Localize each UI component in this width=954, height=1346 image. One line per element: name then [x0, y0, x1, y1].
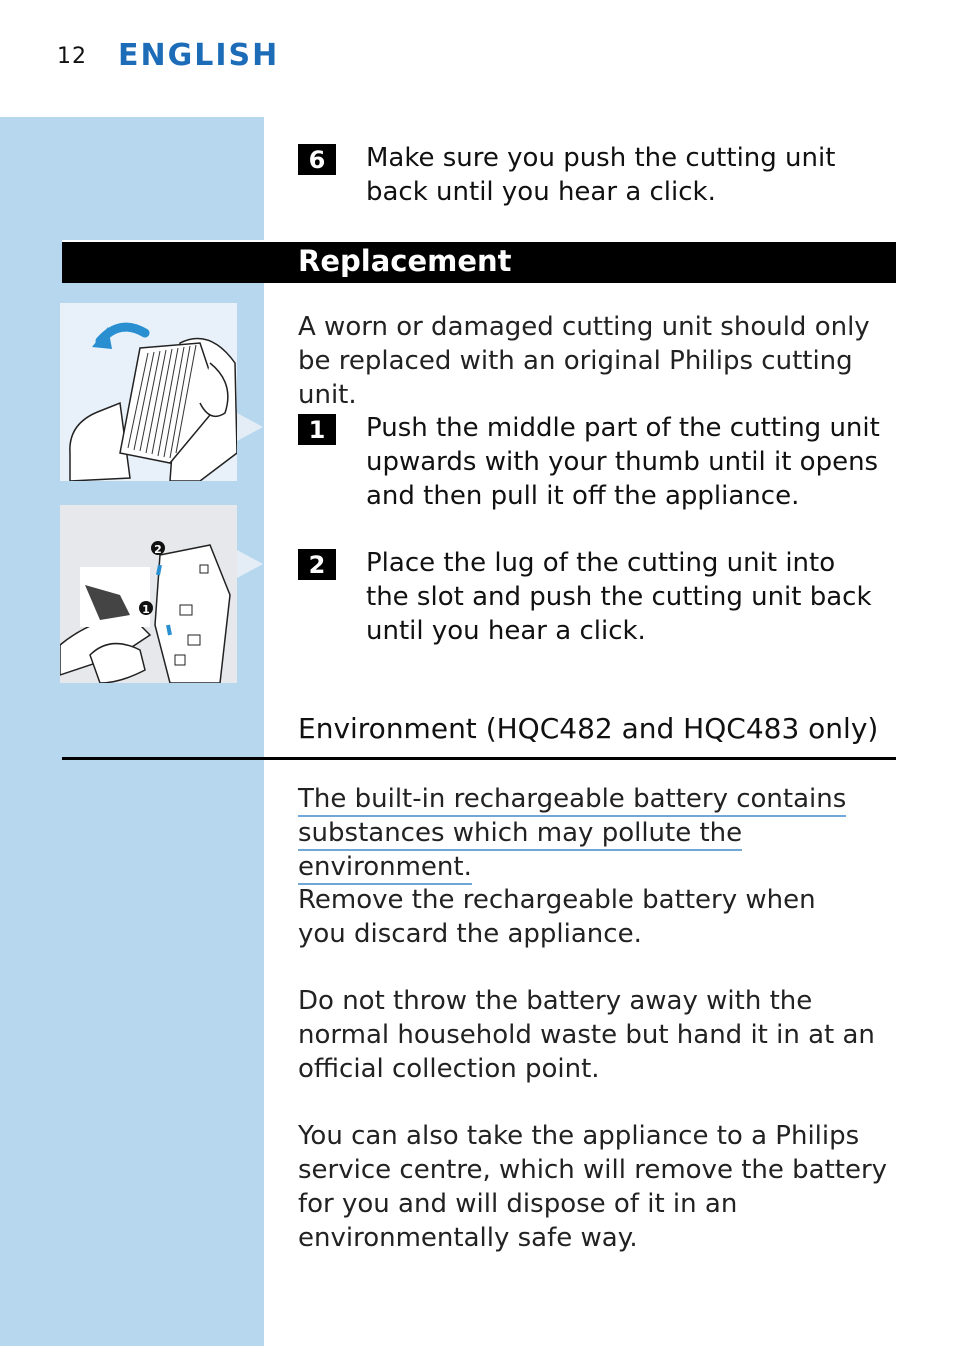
illustration-open-cutting-unit: [60, 303, 237, 481]
attach-illustration-icon: [60, 505, 237, 683]
step-text: Make sure you push the cutting unit back until you hear a click.: [366, 143, 836, 207]
step-text: Place the lug of the cutting unit into the slot and push the cutting unit back until you hear a click.: [366, 548, 872, 646]
replacement-step-2: [298, 548, 872, 646]
environment-paragraph: You can also take the appliance to a Philips service centre, which will remove the battery for you and will dispose of it in an environmentally safe way.: [298, 1121, 888, 1253]
step-number-badge: 6: [298, 144, 336, 175]
environment-paragraph: Remove the rechargeable battery when you discard the appliance.: [298, 885, 816, 949]
illustration-pointer: [237, 550, 263, 578]
section-bar-replacement: [62, 240, 896, 283]
environment-warning: [298, 782, 898, 884]
illustration-label-1: 1: [142, 603, 150, 616]
step-number-badge: 1: [298, 414, 336, 445]
language-heading: ENGLISH: [118, 38, 280, 73]
section-divider: [62, 757, 896, 760]
step-text: Push the middle part of the cutting unit upwards with your thumb until it opens and then pull it off the appliance.: [366, 413, 880, 511]
step-6: [298, 143, 836, 207]
illustration-attach-cutting-unit: [60, 505, 237, 683]
replacement-step-1: [298, 413, 880, 511]
page-number: 12: [57, 44, 87, 69]
environment-paragraph: Do not throw the battery away with the normal household waste but hand it in at an official collection point.: [298, 986, 875, 1084]
cutting-unit-illustration-icon: [60, 303, 237, 481]
sidebar: [0, 117, 264, 1346]
warning-line: substances which may pollute the environment.: [298, 818, 742, 885]
environment-title: Environment (HQC482 and HQC483 only): [298, 712, 879, 745]
replacement-intro: A worn or damaged cutting unit should only be replaced with an original Philips cutting unit.: [298, 312, 870, 410]
section-title: Replacement: [298, 244, 512, 278]
step-number-badge: 2: [298, 549, 336, 580]
illustration-pointer: [237, 413, 263, 441]
warning-line: The built-in rechargeable battery contains: [298, 784, 846, 817]
illustration-label-2: 2: [154, 543, 162, 556]
